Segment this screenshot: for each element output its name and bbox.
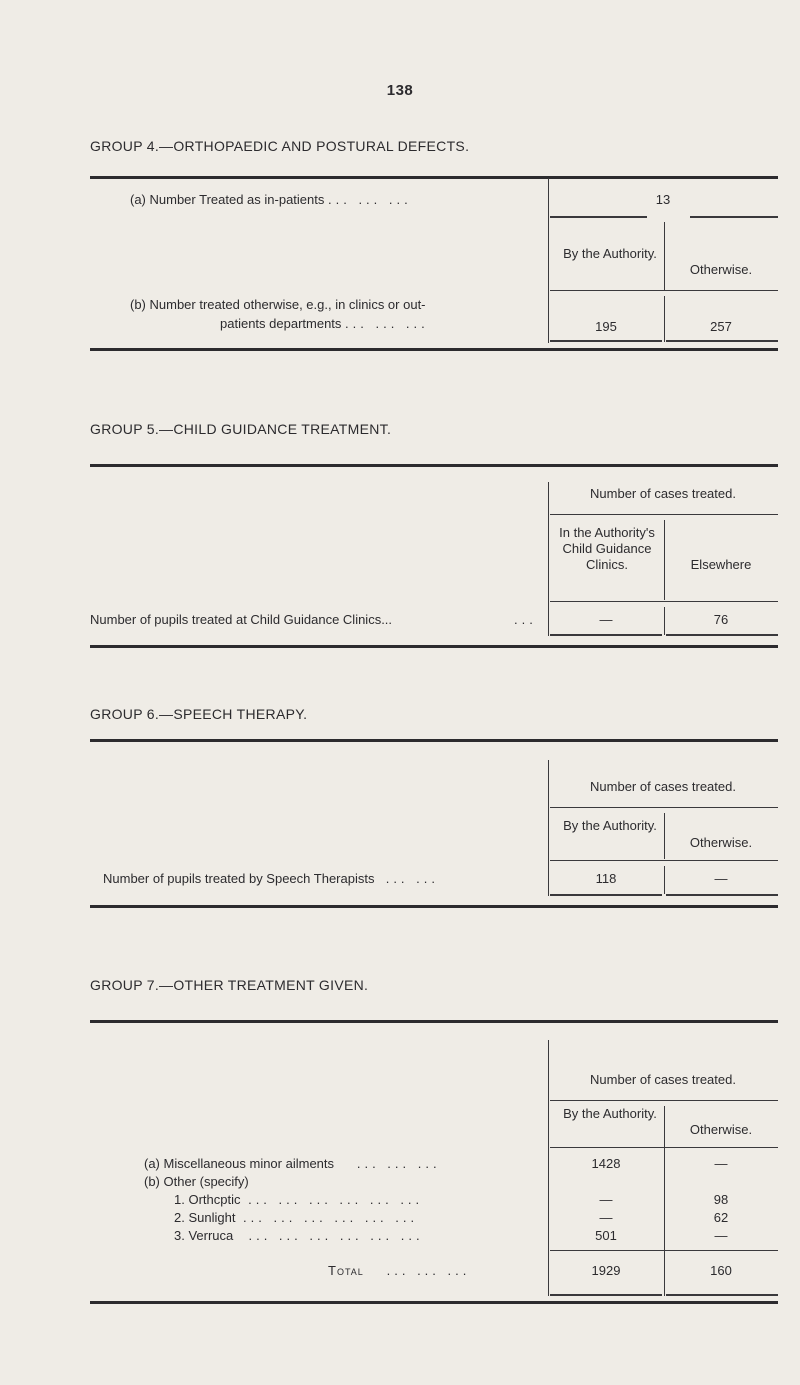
group7-col-otherwise: Otherwise. <box>689 1122 753 1137</box>
group4-heading: GROUP 4.—ORTHOPAEDIC AND POSTURAL DEFECTS. <box>90 138 470 154</box>
group6-col-otherwise: Otherwise. <box>689 835 753 850</box>
group7-total-label: Total <box>328 1263 364 1278</box>
group4-top-rule <box>90 176 778 179</box>
group7-row-authority: — <box>599 1192 613 1207</box>
group4-col-authority: By the Authority. <box>563 246 657 261</box>
group6-bottom-rule <box>90 905 778 908</box>
group7-bottom-rule <box>90 1301 778 1304</box>
group5-col-clinics: In the Authority's Child Guidance Clinics. <box>559 525 655 572</box>
group4-row-b-label-line1: (b) Number treated otherwise, e.g., in clinics or out- <box>130 297 426 312</box>
group7-row-otherwise: 98 <box>713 1192 729 1207</box>
group5-bottom-rule <box>90 645 778 648</box>
group6-row-authority: 118 <box>595 871 617 886</box>
group4-row-b-label-line2: patients departments <box>220 316 342 331</box>
group7-row-otherwise: 62 <box>713 1210 729 1225</box>
group7-row-label: (b) Other (specify) <box>144 1174 249 1189</box>
group6-heading: GROUP 6.—SPEECH THERAPY. <box>90 706 308 722</box>
group7-top-rule <box>90 1020 778 1023</box>
group7-row-otherwise: — <box>714 1156 728 1171</box>
group7-row-otherwise: — <box>714 1228 728 1243</box>
group6-col-authority: By the Authority. <box>563 818 657 833</box>
group5-heading: GROUP 5.—CHILD GUIDANCE TREATMENT. <box>90 421 392 437</box>
group4-row-a-label: (a) Number Treated as in-patients <box>130 192 325 207</box>
group5-row-elsewhere: 76 <box>713 612 729 627</box>
group4-row-a-value: 13 <box>655 192 671 207</box>
group5-col-elsewhere: Elsewhere <box>690 557 752 572</box>
group4-bottom-rule <box>90 348 778 351</box>
group7-row-label: 3. Verruca <box>174 1228 234 1243</box>
group4-row-b-otherwise: 257 <box>710 319 732 334</box>
group7-total-authority: 1929 <box>591 1263 621 1278</box>
group5-col-group: Number of cases treated. <box>590 486 736 501</box>
group7-heading: GROUP 7.—OTHER TREATMENT GIVEN. <box>90 977 369 993</box>
group7-total-otherwise: 160 <box>710 1263 732 1278</box>
group4-row-b-authority: 195 <box>595 319 617 334</box>
group7-row-label: 1. Orthcptic <box>174 1192 241 1207</box>
group4-col-otherwise: Otherwise. <box>689 262 753 277</box>
group7-col-authority: By the Authority. <box>563 1106 657 1121</box>
group7-row-authority: 501 <box>595 1228 617 1243</box>
group5-top-rule <box>90 464 778 467</box>
group7-row-authority: — <box>599 1210 613 1225</box>
group7-row-label: 2. Sunlight <box>174 1210 236 1225</box>
group6-col-group: Number of cases treated. <box>590 779 736 794</box>
group6-top-rule <box>90 739 778 742</box>
group7-col-group: Number of cases treated. <box>590 1072 736 1087</box>
group7-row-label: (a) Miscellaneous minor ailments <box>144 1156 335 1171</box>
group5-row-label: Number of pupils treated at Child Guidance Clinics... <box>90 612 393 627</box>
group6-row-otherwise: — <box>714 871 728 886</box>
group5-row-clinics: — <box>599 612 613 627</box>
page-number: 138 <box>386 82 414 99</box>
group7-row-authority: 1428 <box>591 1156 621 1171</box>
group6-row-label: Number of pupils treated by Speech Therapists <box>103 871 375 886</box>
